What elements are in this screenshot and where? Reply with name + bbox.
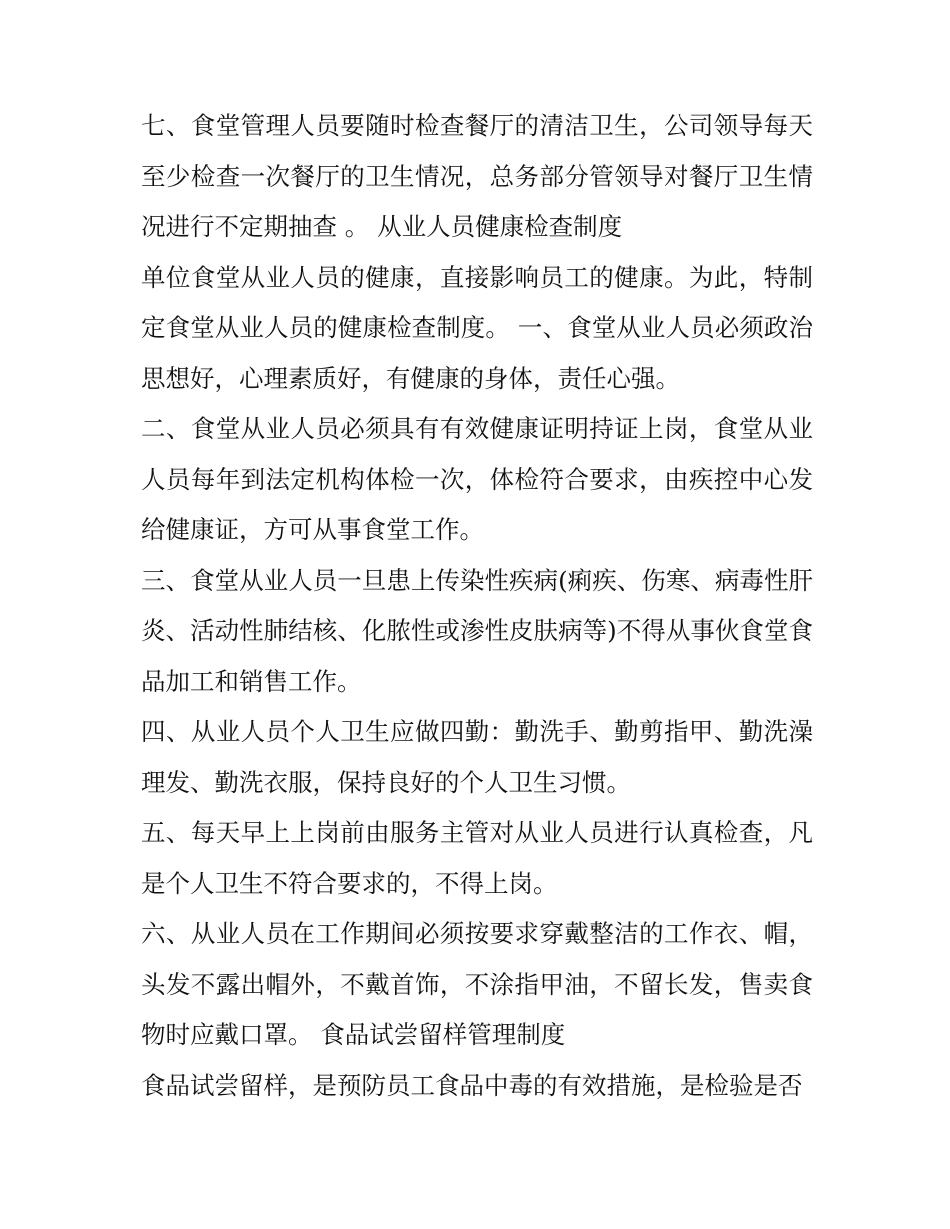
paragraph-health-check-intro: 单位食堂从业人员的健康，直接影响员工的健康。为此，特制定食堂从业人员的健康检查制度。 一、食堂从业人员必须政治思想好，心理素质好，有健康的身体，责任心强。 (141, 262, 813, 393)
paragraph-infectious-disease: 三、食堂从业人员一旦患上传染性疾病(痢疾、伤寒、病毒性肝炎、活动性肺结核、化脓性或渗性皮肤病等)不得从事伙食堂食品加工和销售工作。 (141, 565, 813, 696)
paragraph-health-certificate: 二、食堂从业人员必须具有有效健康证明持证上岗，食堂从业人员每年到法定机构体检一次，体检符合要求，由疾控中心发给健康证，方可从事食堂工作。 (141, 414, 813, 544)
paragraph-food-sample: 食品试尝留样，是预防员工食品中毒的有效措施，是检验是否 (141, 1070, 803, 1100)
paragraph-personal-hygiene: 四、从业人员个人卫生应做四勤：勤洗手、勤剪指甲、勤洗澡理发、勤洗衣服，保持良好的个人卫生习惯。 (141, 717, 813, 797)
document-body (141, 101, 813, 1111)
paragraph-daily-inspection: 五、每天早上上岗前由服务主管对从业人员进行认真检查，凡是个人卫生不符合要求的，不得上岗。 (141, 818, 813, 898)
paragraph-work-attire: 六、从业人员在工作期间必须按要求穿戴整洁的工作衣、帽，头发不露出帽外，不戴首饰，不涂指甲油，不留长发，售卖食物时应戴口罩。 食品试尝留样管理制度 (141, 919, 813, 1049)
paragraph-canteen-inspection: 七、食堂管理人员要随时检查餐厅的清洁卫生，公司领导每天至少检查一次餐厅的卫生情况，总务部分管领导对餐厅卫生情况进行不定期抽查 。 从业人员健康检查制度 (141, 111, 813, 241)
